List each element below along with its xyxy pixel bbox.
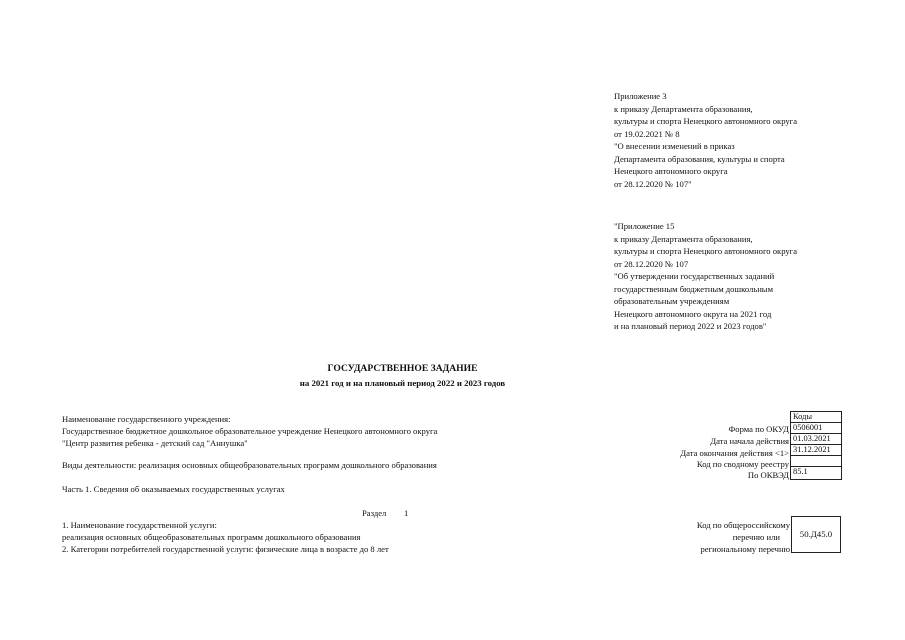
institution-name-line2: "Центр развития ребенка - детский сад "Аннушка"	[62, 438, 248, 448]
codes-header: Коды	[790, 411, 842, 423]
registry-code-box: 50.Д45.0	[791, 516, 841, 553]
appendix-15-line: Ненецкого автономного округа на 2021 год	[614, 308, 772, 319]
okved-value: 85.1	[790, 466, 842, 480]
registry-label-line1: Код по общероссийскому	[696, 520, 790, 530]
appendix-15-line: и на плановый период 2022 и 2023 годов"	[614, 321, 767, 331]
appendix-3-line: "О внесении изменений в приказ	[614, 141, 735, 151]
consumers-category: 2. Категории потребителей государственной услуги: физические лица в возрасте до 8 лет	[62, 544, 389, 554]
appendix-15-line: "Приложение 15	[614, 221, 675, 231]
appendix-3-block	[614, 90, 797, 190]
registry-code-label: Код по сводному реестру	[696, 459, 789, 469]
end-date-label: Дата окончания действия <1>	[680, 448, 789, 458]
okved-label: По ОКВЭД	[747, 470, 789, 480]
document-subtitle: на 2021 год и на плановый период 2022 и 2023 годов	[299, 378, 506, 388]
okud-label: Форма по ОКУД	[728, 424, 789, 434]
appendix-3-line: культуры и спорта Ненецкого автономного округа	[614, 116, 798, 126]
section-label: Раздел	[362, 508, 387, 518]
appendix-3-line: от 19.02.2021 № 8	[614, 128, 680, 139]
appendix-3-line: Ненецкого автономного округа	[614, 166, 728, 176]
appendix-3-line: к приказу Департамента образования,	[614, 103, 753, 114]
appendix-15-line: к приказу Департамента образования,	[614, 233, 753, 244]
end-date-value: 31.12.2021	[790, 444, 842, 456]
registry-label-line3: региональному перечню	[700, 544, 790, 554]
activity-types: Виды деятельности: реализация основных общеобразовательных программ дошкольного образования	[62, 460, 437, 470]
section-number: 1	[404, 508, 409, 518]
institution-name-line1: Государственное бюджетное дошкольное образовательное учреждение Ненецкого автономного округа	[62, 426, 438, 436]
okud-value: 0506001	[790, 422, 842, 434]
part-1-heading: Часть 1. Сведения об оказываемых государственных услугах	[62, 484, 285, 494]
appendix-15-line: "Об утверждении государственных заданий	[614, 271, 775, 281]
appendix-15-line: от 28.12.2020 № 107	[614, 258, 689, 269]
start-date-label: Дата начала действия	[710, 436, 789, 446]
institution-label: Наименование государственного учреждения:	[62, 414, 231, 424]
appendix-3-line: от 28.12.2020 № 107"	[614, 178, 692, 189]
appendix-3-line: Приложение 3	[614, 91, 667, 101]
appendix-15-line: государственным бюджетным дошкольным	[614, 283, 774, 294]
service-name-value: реализация основных общеобразовательных программ дошкольного образования	[62, 532, 361, 542]
appendix-3-line: Департамента образования, культуры и спорта	[614, 153, 785, 164]
start-date-value: 01.03.2021	[790, 433, 842, 445]
document-title: ГОСУДАРСТВЕННОЕ ЗАДАНИЕ	[327, 363, 478, 374]
appendix-15-block	[614, 220, 797, 333]
service-name-label: 1. Наименование государственной услуги:	[62, 520, 217, 530]
registry-label-line2: перечню или	[732, 532, 780, 542]
appendix-15-line: культуры и спорта Ненецкого автономного округа	[614, 246, 798, 256]
appendix-15-line: образовательным учреждениям	[614, 296, 730, 306]
